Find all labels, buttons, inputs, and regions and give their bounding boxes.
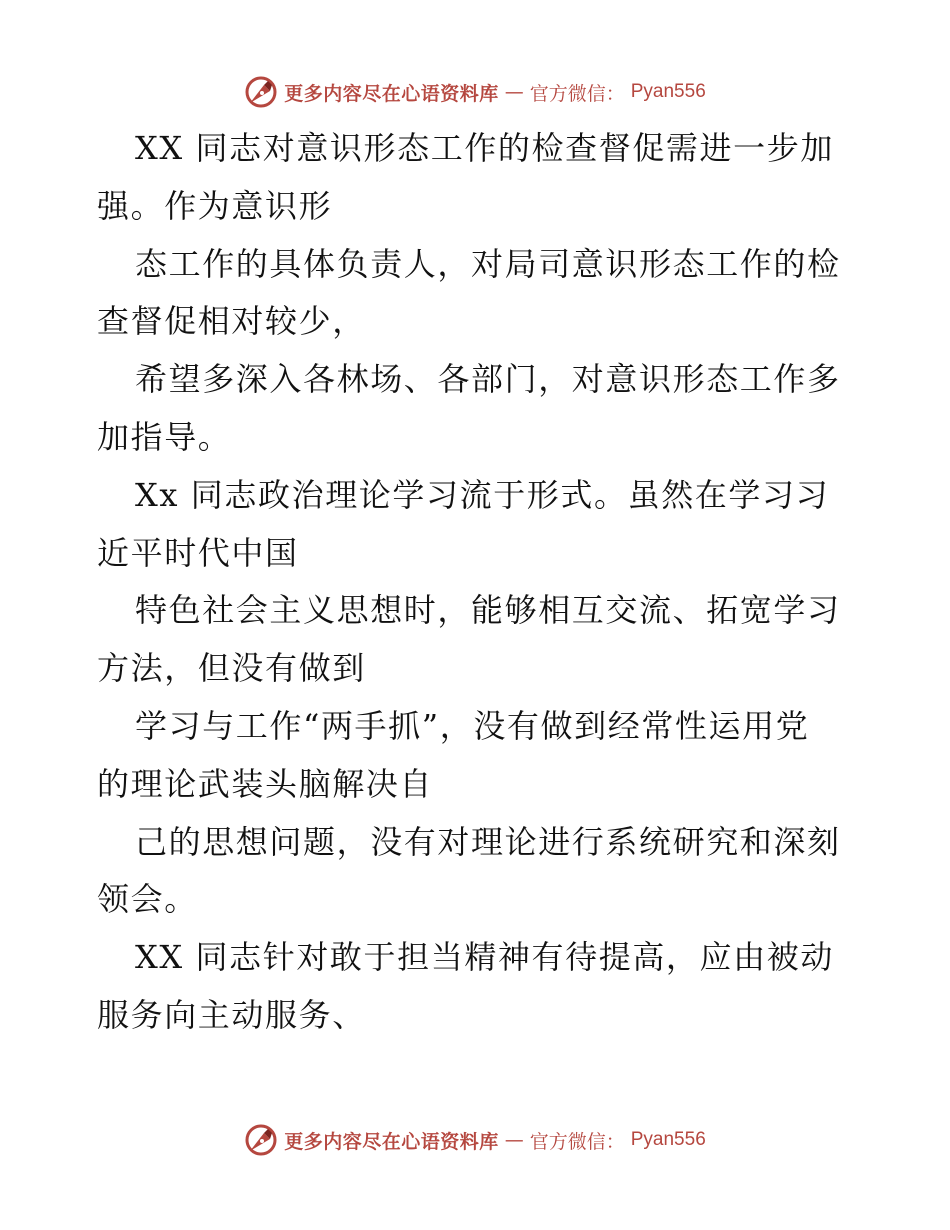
footer-library-text: 更多内容尽在心语资料库 (284, 1130, 499, 1153)
body-line: 查督促相对较少， (97, 302, 366, 341)
body-line: 特色社会主义思想时，能够相互交流、拓宽学习 (135, 591, 841, 630)
body-line: 加指导。 (97, 417, 232, 456)
pen-nib-logo-icon (244, 1123, 278, 1157)
body-line: XX 同志针对敢于担当精神有待提高，应由被动 (135, 938, 834, 977)
footer-separator: — (504, 1129, 524, 1151)
pen-nib-logo-icon (244, 75, 278, 109)
footer-banner (0, 1120, 950, 1160)
document-body (97, 120, 857, 1045)
header-wechat-label: 官方微信： (529, 82, 625, 105)
footer-wechat-id: Pyan556 (630, 1129, 706, 1150)
body-line: 希望多深入各林场、各部门，对意识形态工作多 (135, 360, 841, 399)
header-banner (0, 72, 950, 112)
body-line: 强。作为意识形 (97, 186, 333, 225)
body-line: 方法，但没有做到 (97, 649, 366, 688)
body-line: 的理论武装头脑解决自 (97, 764, 434, 803)
footer-wechat-label: 官方微信： (529, 1130, 625, 1153)
body-line: Xx 同志政治理论学习流于形式。虽然在学习习 (135, 475, 830, 514)
body-line: 近平时代中国 (97, 533, 299, 572)
body-line: 服务向主动服务、 (97, 995, 366, 1034)
header-separator: — (504, 81, 524, 103)
body-line: 己的思想问题，没有对理论进行系统研究和深刻 (135, 822, 841, 861)
header-wechat-id: Pyan556 (630, 81, 706, 102)
body-line: XX 同志对意识形态工作的检查督促需进一步加 (135, 129, 834, 167)
body-line: 学习与工作“两手抓”，没有做到经常性运用党 (135, 706, 810, 745)
body-line: 领会。 (97, 880, 198, 919)
body-line: 态工作的具体负责人，对局司意识形态工作的检 (135, 244, 841, 283)
header-library-text: 更多内容尽在心语资料库 (284, 82, 499, 105)
